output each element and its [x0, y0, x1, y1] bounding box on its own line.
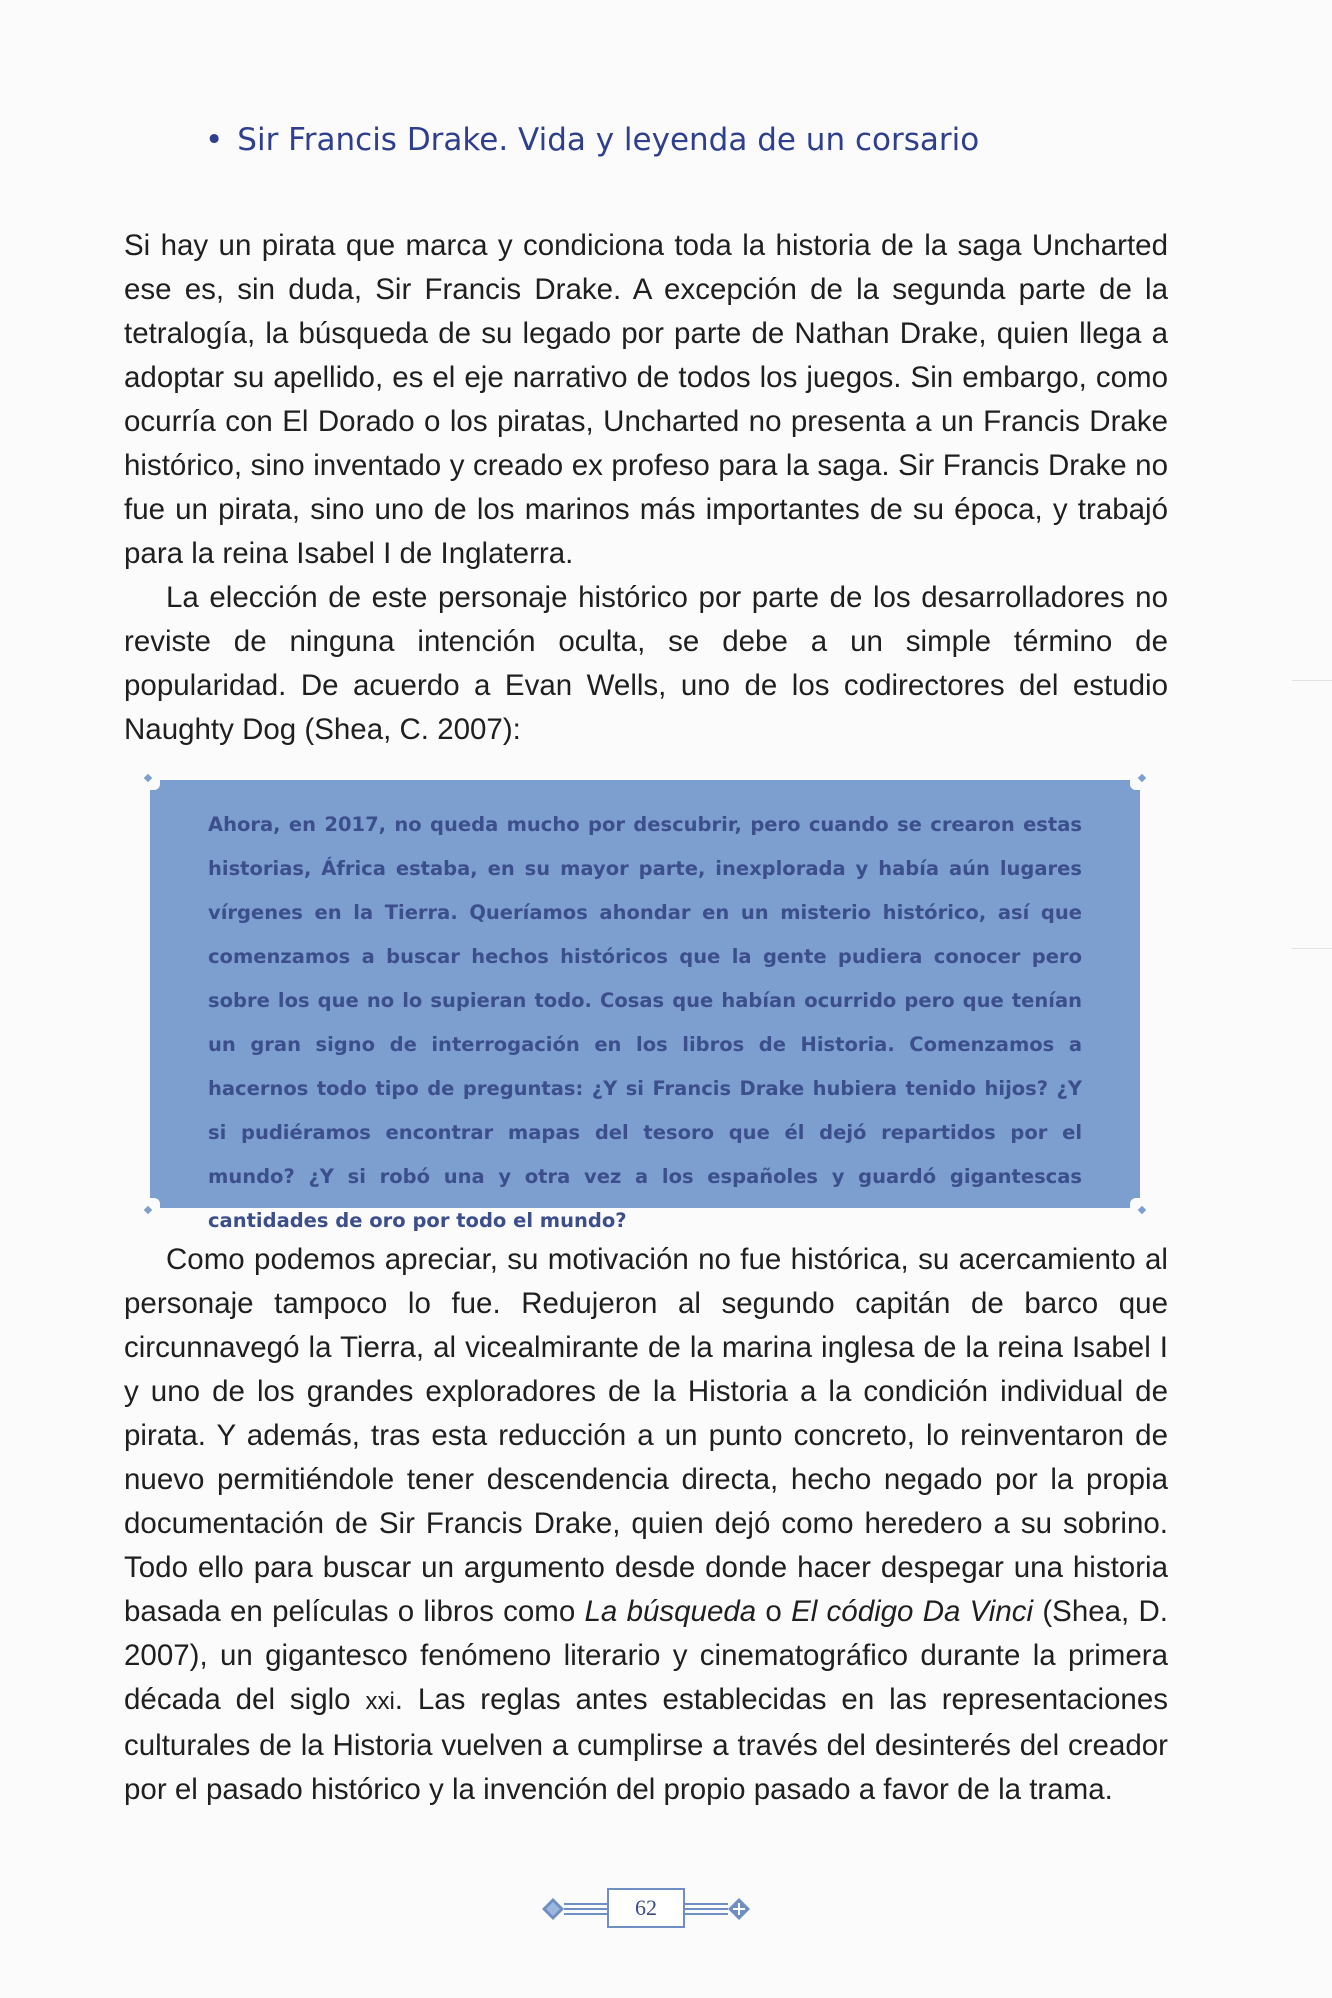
paragraph-3-text-1: Como podemos apreciar, su motivación no fue histórica, su acercamiento al personaje tampoco lo fue. Redujeron al segundo capitán de barco que circunnavegó la Tierra, al vicealmirante de la marina inglesa de la reina Isabel I y uno de los grandes exploradores de la Historia a la condición individual de pirata. Y además, tras esta reducción a un punto concreto, lo reinventaron de nuevo permitiéndole tener descendencia directa, hecho negado por la propia documentación de Sir Francis Drake, quien dejó como heredero a su sobrino. Todo ello para buscar un argumento desde donde hacer despegar una historia basada en películas o libros como: [124, 1243, 1168, 1628]
edge-mark: [1292, 948, 1332, 949]
body-text-top: [124, 224, 1168, 752]
page-number: 62: [607, 1888, 685, 1928]
heading-bullet: •: [205, 122, 224, 158]
quote-text: Ahora, en 2017, no queda mucho por descubrir, pero cuando se crearon estas historias, África estaba, en su mayor parte, inexplorada y había aún lugares vírgenes en la Tierra. Queríamos ahondar en un misterio histórico, así que comenzamos a buscar hechos históricos que la gente pudiera conocer pero sobre los que no lo supieran todo. Cosas que habían ocurrido pero que tenían un gran signo de interrogación en los libros de Historia. Comenzamos a hacernos todo tipo de preguntas: ¿Y si Francis Drake hubiera tenido hijos? ¿Y si pudiéramos encontrar mapas del tesoro que él dejó repartidos por el mundo? ¿Y si robó una y otra vez a los españoles y guardó gigantescas cantidades de oro por todo el mundo?: [208, 813, 1082, 1232]
book-title-codigo-da-vinci: El código Da Vinci: [791, 1595, 1034, 1628]
page-footer: [540, 1886, 755, 1932]
paragraph-2: La elección de este personaje histórico por parte de los desarrolladores no reviste de ninguna intención oculta, se debe a un simple término de popularidad. De acuerdo a Evan Wells, uno de los codirectores del estudio Naughty Dog (Shea, C. 2007):: [124, 581, 1168, 746]
paragraph-3: [124, 1238, 1168, 1812]
paragraph-3-text-2: o: [756, 1595, 792, 1628]
paragraph-3-text-4: . Las reglas antes establecidas en las representaciones culturales de la Historia vuelven a cumplirse a través del desinterés del creador por el pasado histórico y la invención del propio pasado a favor de la trama.: [124, 1683, 1168, 1806]
edge-mark: [1292, 680, 1332, 681]
heading-title: Sir Francis Drake. Vida y leyenda de un corsario: [237, 122, 980, 158]
section-heading: [205, 122, 979, 158]
paragraph-1: Si hay un pirata que marca y condiciona toda la historia de la saga Uncharted ese es, sin duda, Sir Francis Drake. A excepción de la segunda parte de la tetralogía, la búsqueda de su legado por parte de Nathan Drake, quien llega a adoptar su apellido, es el eje narrativo de todos los juegos. Sin embargo, como ocurría con El Dorado o los piratas, Uncharted no presenta a un Francis Drake histórico, sino inventado y creado ex profeso para la saga. Sir Francis Drake no fue un pirata, sino uno de los marinos más importantes de su época, y trabajó para la reina Isabel I de Inglaterra.: [124, 229, 1168, 570]
quote-corner-ornament: [148, 1198, 160, 1210]
book-title-la-busqueda: La búsqueda: [584, 1595, 757, 1628]
block-quote: [150, 780, 1140, 1232]
quote-corner-ornament: [1130, 778, 1142, 790]
body-text-bottom: [124, 1238, 1168, 1812]
century-numeral: xxi: [365, 1688, 395, 1715]
quote-corner-ornament: [1130, 1198, 1142, 1210]
paragraph-3-text-3: (Shea, D. 2007), un gigantesco fenómeno literario y cinematográfico durante la primera década del siglo: [124, 1595, 1168, 1716]
quote-corner-ornament: [148, 778, 160, 790]
